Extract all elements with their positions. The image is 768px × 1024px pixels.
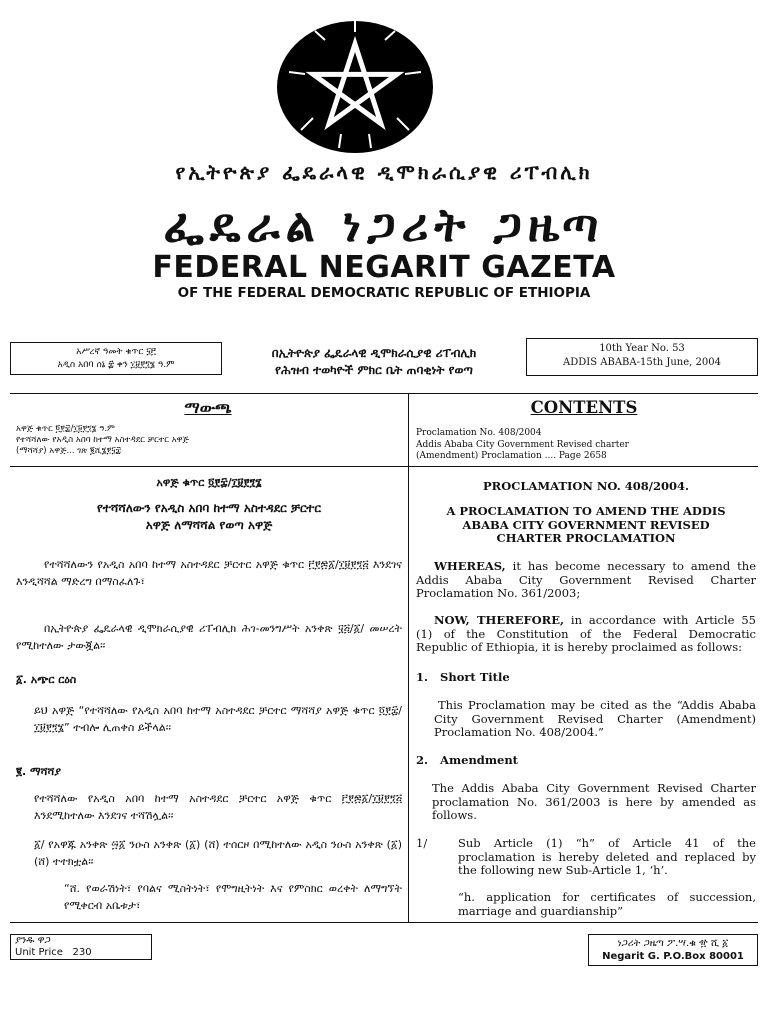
now-therefore-amharic: በኢትዮጵያ ፌዴራላዊ ዲሞክራሲያዊ ሪፐብሊክ ሕገ-መንግሥት አንቀጽ ፶፭/፩/ መሠረት የሚከተለው ታውጇል፡፡ — [16, 622, 402, 652]
issue-box-amharic — [10, 342, 222, 375]
short-title-heading-amharic: ፩. አጭር ርዕስ — [16, 673, 77, 686]
procl-number-amharic: አዋጅ ቁጥር ፬፻፰/፲፱፻፺፮ — [156, 476, 262, 489]
issue-year-amharic: አሥረኛ ዓመት ቁጥር ፶፫ — [76, 347, 156, 357]
short-title-text: This Proclamation may be cited as the “Addis Ababa City Government Revised Charter (Amendment) Proclamation No. 408/2004.” — [434, 698, 756, 739]
toc-amharic-line: የተሻሻለው የአዲስ አበባ ከተማ አስተዳደር ቻርተር አዋጅ — [16, 435, 189, 445]
issue-date: ADDIS ABABA-15th June, 2004 — [563, 357, 721, 368]
sub-article-text: Sub Article (1) “h” of Article 41 of the proclamation is hereby deleted and replaced by the following new Sub-Article 1, ‘h’. — [458, 836, 756, 877]
procl-number: PROCLAMATION NO. 408/2004. — [483, 479, 689, 493]
now-therefore-lead: NOW, THEREFORE, — [434, 613, 564, 627]
amendment-text: The Addis Ababa City Government Revised Charter proclamation No. 361/2003 is here by amended as follows. — [432, 781, 756, 822]
toc-amharic-line: (ማሻሻያ) አዋጅ... ገጽ ፪ሺ፮፻፶፰ — [16, 446, 122, 456]
unit-price-label-amharic: ያንዱ ዋጋ — [15, 935, 51, 946]
divider-bottom — [10, 922, 758, 923]
toc-heading: CONTENTS — [530, 398, 638, 417]
whereas-amharic: የተሻሻለውን የአዲስ አበባ ከተማ አስተዳደር ቻርተር አዋጅ ቁጥር ፫፻፷፩/፲፱፻፺፭ እንደገና እንዲሻሻል ማድረግ በማስፈለጉ፣ — [16, 558, 402, 588]
amendment-heading-amharic: ፪. ማሻሻያ — [16, 765, 61, 778]
po-box-amharic: ነጋሪት ጋዜጣ ፖ.ሣ.ቁ ፹ ሺ ፩ — [617, 938, 729, 949]
divider-contents — [10, 466, 758, 467]
sub-article-amharic: ፩/ የአዋጁ አንቀጽ ፵፩ ንዑስ አንቀጽ (፩) (ሸ) ተሰርዞ በሚከተለው አዲስ ንዑስ አንቀጽ (፩) (ሸ) ተተክቷል፡፡ — [34, 838, 402, 868]
unit-price-label: Unit Price — [15, 947, 63, 958]
section-number: 2. — [416, 753, 429, 767]
column-divider — [408, 394, 409, 922]
po-box — [588, 934, 758, 966]
procl-title-amharic — [16, 500, 402, 534]
toc-line: Proclamation No. 408/2004 — [416, 428, 542, 438]
authority-line-1: በኢትዮጵያ ፌዴራላዊ ዲሞክራሲያዊ ሪፐብሊክ — [271, 346, 477, 360]
unit-price-value: 230 — [72, 947, 92, 958]
section-number: 1. — [416, 670, 429, 684]
toc-line: (Amendment) Proclamation .... Page 2658 — [416, 451, 607, 461]
sub-article-quote: “h. application for certificates of succession, marriage and guardianship” — [458, 890, 756, 918]
section-heading: Amendment — [440, 753, 518, 767]
procl-title-amharic-line: የተሻሻለውን የአዲስ አበባ ከተማ አስተዳደር ቻርተር — [96, 501, 322, 515]
toc-english — [416, 428, 756, 463]
procl-title-amharic-line: አዋጅ ለማሻሻል የወጣ አዋጅ — [145, 518, 273, 532]
po-box-english: Negarit G. P.O.Box 80001 — [602, 951, 744, 962]
sub-article-number: 1/ — [416, 836, 428, 850]
issue-box-english — [526, 338, 758, 376]
amendment-heading — [416, 754, 756, 768]
amharic-republic-name: የኢትዮጵያ ፌዴራላዊ ዲሞክራሲያዊ ሪፐብሊክ — [175, 160, 593, 184]
unit-price-box — [10, 934, 152, 960]
toc-heading-amharic: ማውጫ — [184, 398, 232, 417]
sub-article-quote-amharic: “ሸ. የወራሽነት፣ የባልና ሚስትነት፣ የሞግዚትነት እና የምስክር ወረቀት ለማግኘት የሚቀርብ አቤቱታ፣ — [64, 882, 402, 912]
section-heading: Short Title — [440, 670, 510, 684]
toc-amharic — [16, 424, 402, 457]
short-title-text-amharic: ይህ አዋጅ “የተሻሻለው የአዲስ አበባ ከተማ አስተዳደር ቻርተር ማሻሻያ አዋጅ ቁጥር ፬፻፰/፲፱፻፺፮” ተብሎ ሊጠቀስ ይችላል፡፡ — [34, 704, 402, 734]
amendment-text-amharic: የተሻሻለው የአዲስ አበባ ከተማ አስተዳደር ቻርተር አዋጅ ቁጥር ፫፻፷፩/፲፱፻፺፭ እንደሚከተለው እንደገና ተሻሽሏል፡፡ — [34, 792, 402, 822]
gazette-subtitle: OF THE FEDERAL DEMOCRATIC REPUBLIC OF ETHIOPIA — [177, 285, 591, 301]
now-therefore-text: in accordance with Article 55 (1) of the Constitution of the Federal Democratic Republic of Ethiopia, it is hereby proclaimed as follows: — [416, 613, 756, 654]
short-title-heading — [416, 671, 756, 685]
whereas-paragraph — [416, 560, 756, 601]
authority-line-2: የሕዝብ ተወካዮች ምክር ቤት ጠባቂነት የወጣ — [275, 363, 473, 377]
procl-title: A PROCLAMATION TO AMEND THE ADDIS ABABA CITY GOVERNMENT REVISED CHARTER PROCLAMATION — [446, 504, 726, 545]
amharic-gazette-title: ፌዴራል ነጋሪት ጋዜጣ — [163, 198, 605, 252]
whereas-text: it has become necessary to amend the Addis Ababa City Government Revised Charter Proclamation No. 361/2003; — [416, 559, 756, 600]
issue-date-amharic: አዲስ አበባ ሰኔ ፰ ቀን ፲፱፻፺፮ ዓ.ም — [57, 360, 175, 370]
toc-amharic-line: አዋጅ ቁጥር ፬፻፰/፲፱፻፺፮ ዓ.ም — [16, 424, 115, 434]
toc-line: Addis Ababa City Government Revised charter — [416, 439, 629, 450]
now-therefore-paragraph — [416, 614, 756, 655]
whereas-lead: WHEREAS, — [434, 559, 506, 573]
emblem-star-seal — [276, 20, 434, 154]
divider-top — [10, 393, 758, 394]
issuing-authority — [226, 345, 522, 379]
unit-price — [15, 947, 151, 959]
issue-year: 10th Year No. 53 — [599, 343, 685, 354]
gazette-title: FEDERAL NEGARIT GAZETA — [152, 250, 616, 285]
